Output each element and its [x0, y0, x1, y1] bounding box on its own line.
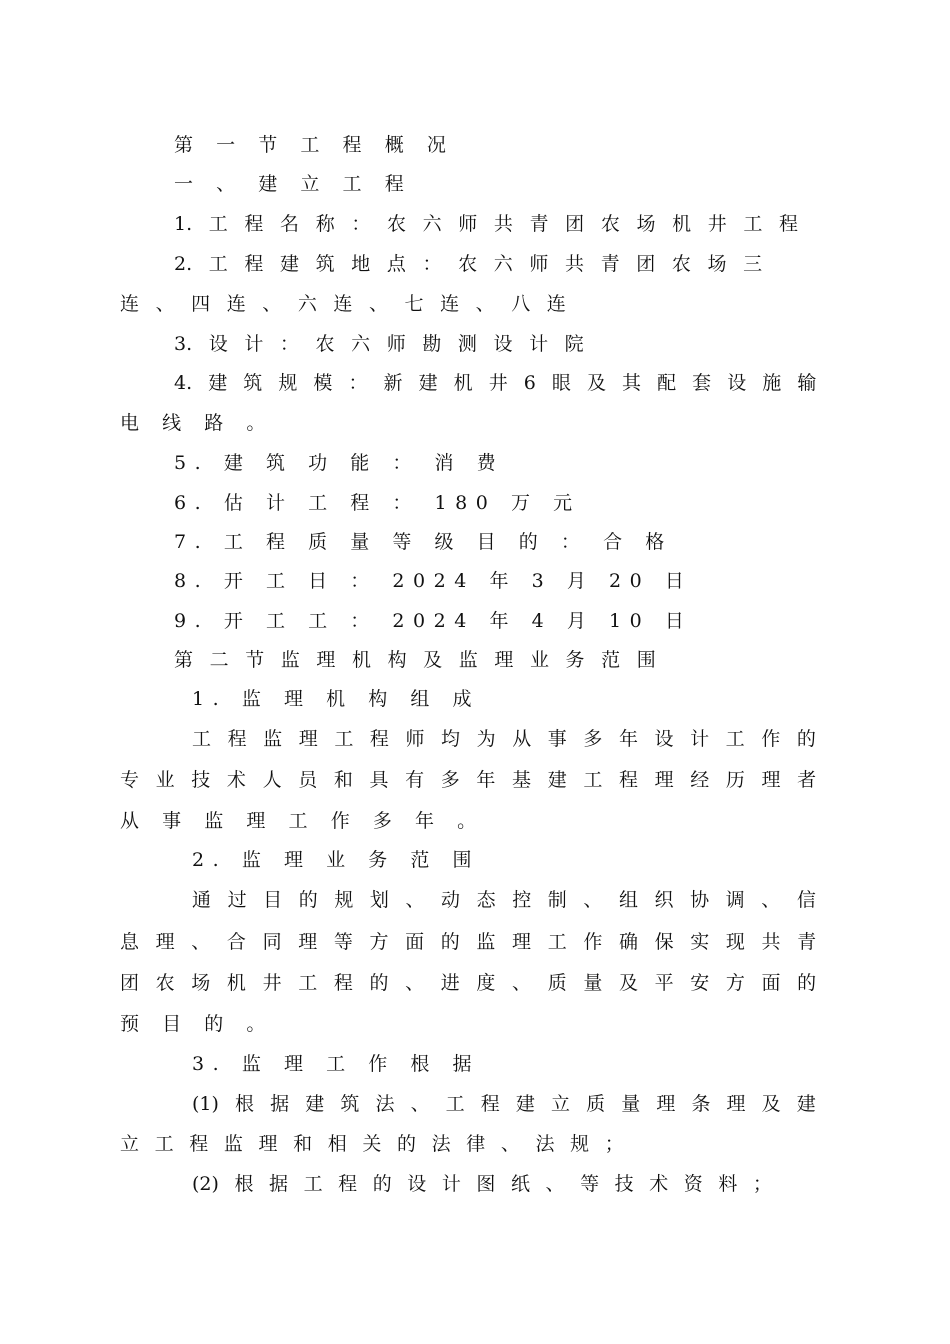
para1-line3: 从 事 监 理 工 作 多 年 。 [120, 810, 485, 832]
section2-heading: 第 二 节 监 理 机 构 及 监 理 业 务 范 围 [174, 649, 656, 671]
section1-heading: 第 一 节 工 程 概 况 [174, 134, 455, 156]
basis1-line2: 立 工 程 监 理 和 相 关 的 法 律 、 法 规 ； [120, 1133, 624, 1155]
item7: 7. 工 程 质 量 等 级 目 的 ： 合 格 [174, 531, 673, 553]
para2-line1: 通 过 目 的 规 划 、 动 态 控 制 、 组 织 协 调 、 信 [192, 889, 816, 911]
item6: 6. 估 计 工 程 ： 180 万 元 [174, 492, 581, 514]
item9: 9. 开 工 工 ： 2024 年 4 月 10 日 [174, 610, 693, 632]
para2-line2: 息 理 、 合 同 理 等 方 面 的 监 理 工 作 确 保 实 现 共 青 [120, 931, 817, 953]
para1-line1: 工 程 监 理 工 程 师 均 为 从 事 多 年 设 计 工 作 的 [192, 728, 816, 750]
item4-line1: 4. 建 筑 规 模 ： 新 建 机 井 6 眼 及 其 配 套 设 施 输 [174, 372, 817, 394]
basis2: (2) 根 据 工 程 的 设 计 图 纸 、 等 技 术 资 料 ； [192, 1173, 772, 1195]
item5: 5. 建 筑 功 能 ： 消 费 [174, 452, 505, 474]
para2-line3: 团 农 场 机 井 工 程 的 、 进 度 、 质 量 及 平 安 方 面 的 [120, 972, 817, 994]
part1-heading: 一 、 建 立 工 程 [174, 173, 413, 195]
sub1-heading: 1. 监 理 机 构 组 成 [192, 688, 481, 710]
para1-line2: 专 业 技 术 人 员 和 具 有 多 年 基 建 工 程 理 经 历 理 者 [120, 769, 817, 791]
para2-line4: 预 目 的 。 [120, 1013, 274, 1035]
sub3-heading: 3. 监 理 工 作 根 据 [192, 1053, 481, 1075]
sub2-heading: 2. 监 理 业 务 范 围 [192, 849, 481, 871]
item1: 1. 工 程 名 称 ： 农 六 师 共 青 团 农 场 机 井 工 程 [174, 213, 799, 235]
item2-line2: 连 、 四 连 、 六 连 、 七 连 、 八 连 [120, 293, 566, 315]
basis1-line1: (1) 根 据 建 筑 法 、 工 程 建 立 质 量 理 条 理 及 建 [192, 1093, 816, 1115]
item2-line1: 2. 工 程 建 筑 地 点 ： 农 六 师 共 青 团 农 场 三 [174, 253, 763, 275]
item8: 8. 开 工 日 ： 2024 年 3 月 20 日 [174, 570, 693, 592]
item3: 3. 设 计 ： 农 六 师 勘 测 设 计 院 [174, 333, 584, 355]
item4-line2: 电 线 路 。 [120, 412, 274, 434]
